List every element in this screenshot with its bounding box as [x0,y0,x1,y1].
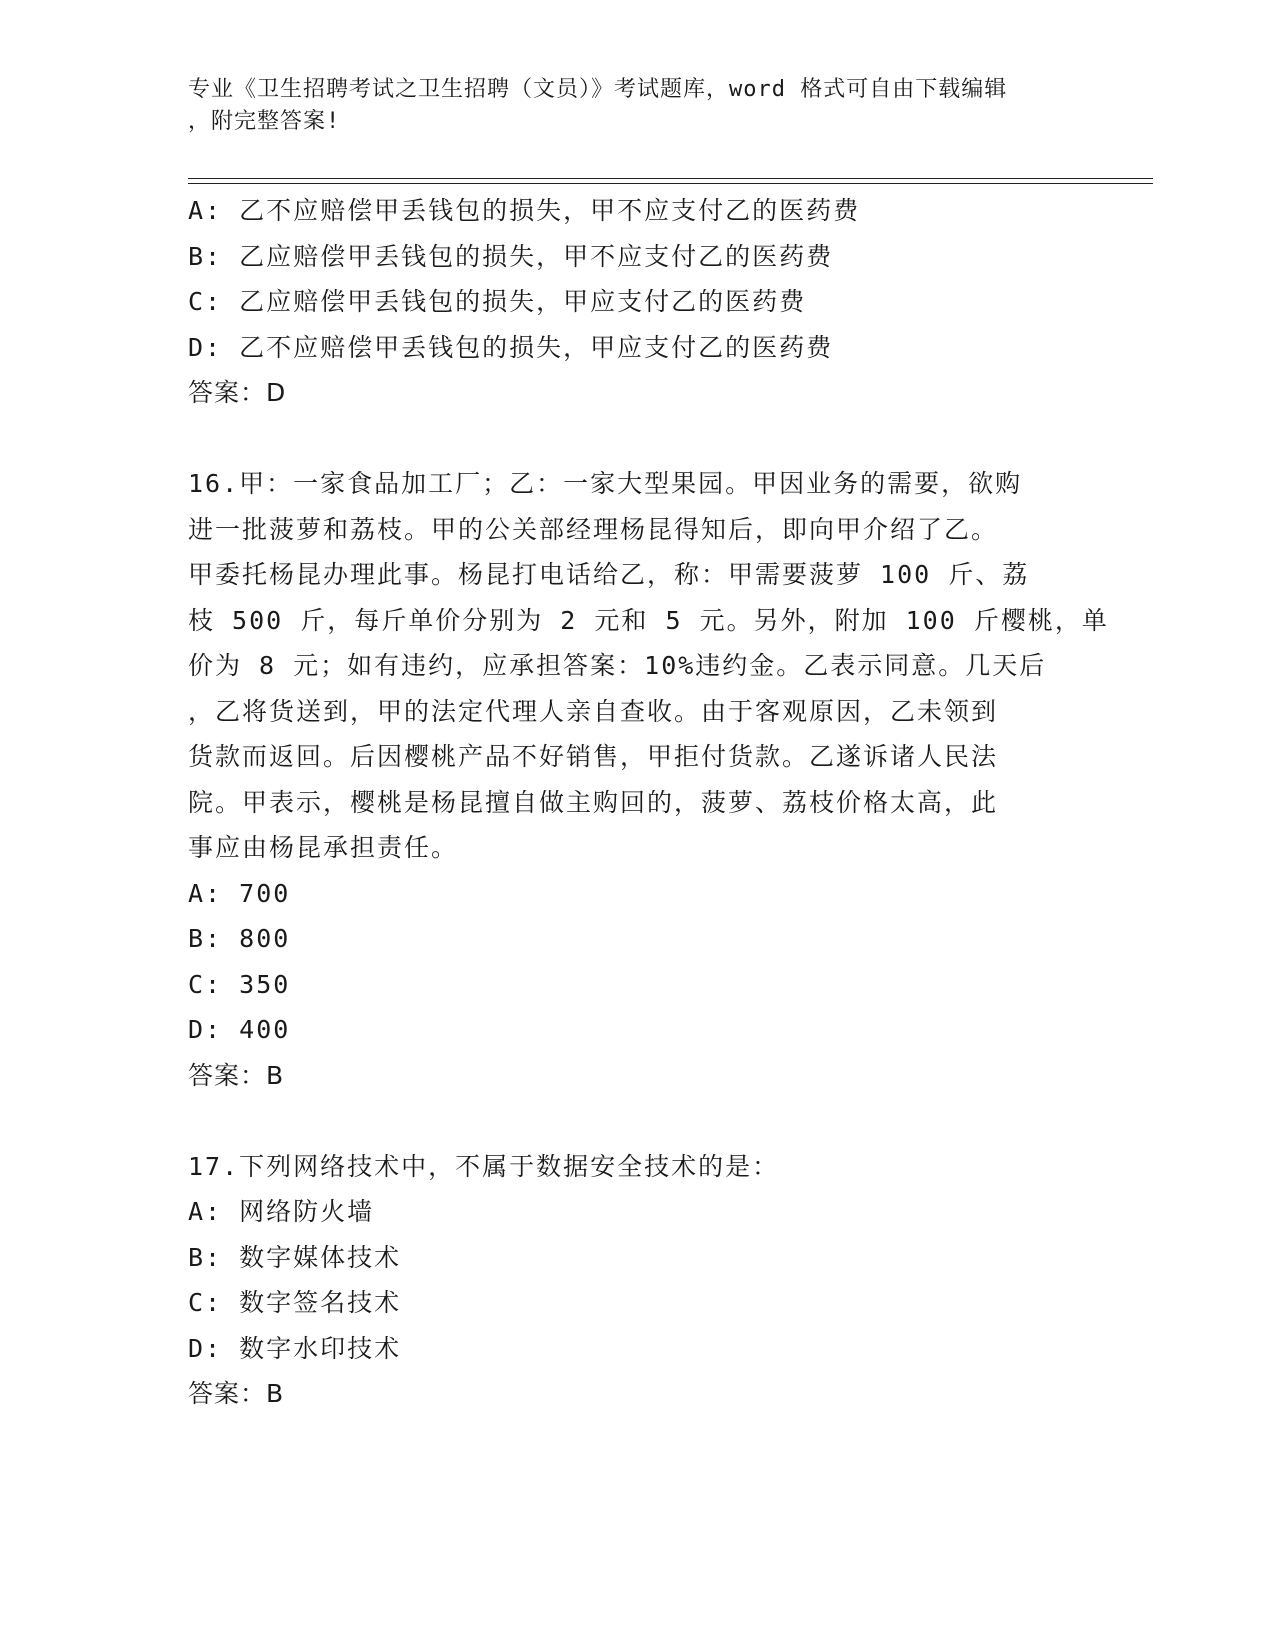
option-b: B: 乙应赔偿甲丢钱包的损失，甲不应支付乙的医药费 [188,241,834,271]
option-d: D: 数字水印技术 [188,1333,402,1363]
option-b: B: 800 [188,924,291,953]
option-a: A: 网络防火墙 [188,1197,375,1226]
option-d: D: 400 [188,1015,291,1044]
header-line-2: ，附完整答案! [188,109,341,134]
option-d: D: 乙不应赔偿甲丢钱包的损失，甲应支付乙的医药费 [188,332,834,362]
question-stem-line: 货款而返回。后因樱桃产品不好销售，甲拒付货款。乙遂诉诸人民法 [188,742,999,771]
question-15 [188,188,1088,416]
question-stem-line: 院。甲表示，樱桃是杨昆擅自做主购回的，菠萝、荔枝价格太高，此 [188,787,999,817]
question-stem-line: ，乙将货送到，甲的法定代理人亲自查收。由于客观原因，乙未领到 [188,696,999,726]
spacer [188,416,1088,462]
question-17 [188,1144,1088,1417]
header-divider-bottom [188,183,1153,184]
option-b: B: 数字媒体技术 [188,1242,402,1272]
header-divider-top [188,178,1153,179]
document-header [188,74,1088,138]
option-c: C: 数字签名技术 [188,1288,402,1317]
question-16 [188,461,1109,1098]
option-c: C: 350 [188,969,291,999]
question-stem-line: 价为 8 元；如有违约，应承担答案：10%违约金。乙表示同意。几天后 [188,651,1047,680]
question-stem-line: 事应由杨昆承担责任。 [188,833,459,862]
question-stem: 17.下列网络技术中，不属于数据安全技术的是： [188,1151,780,1181]
question-stem-line: 进一批菠萝和荔枝。甲的公关部经理杨昆得知后，即向甲介绍了乙。 [188,514,999,544]
header-line-1: 专业《卫生招聘考试之卫生招聘（文员）》考试题库，word 格式可自由下载编辑 [188,77,1008,102]
question-stem-line: 16.甲：一家食品加工厂；乙：一家大型果园。甲因业务的需要，欲购 [188,469,1023,498]
question-stem-line: 枝 500 斤，每斤单价分别为 2 元和 5 元。另外，附加 100 斤樱桃，单 [188,605,1109,635]
option-c: C: 乙应赔偿甲丢钱包的损失，甲应支付乙的医药费 [188,287,807,316]
option-a: A: 700 [188,878,291,908]
answer-line: 答案：B [188,1379,285,1408]
document-body [188,188,1109,1417]
spacer [188,1098,1088,1144]
question-stem-line: 甲委托杨昆办理此事。杨昆打电话给乙，称：甲需要菠萝 100 斤、荔 [188,560,1030,589]
answer-line: 答案：B [188,1060,285,1090]
option-a: A: 乙不应赔偿甲丢钱包的损失，甲不应支付乙的医药费 [188,196,861,225]
answer-line: 答案：D [188,378,287,407]
